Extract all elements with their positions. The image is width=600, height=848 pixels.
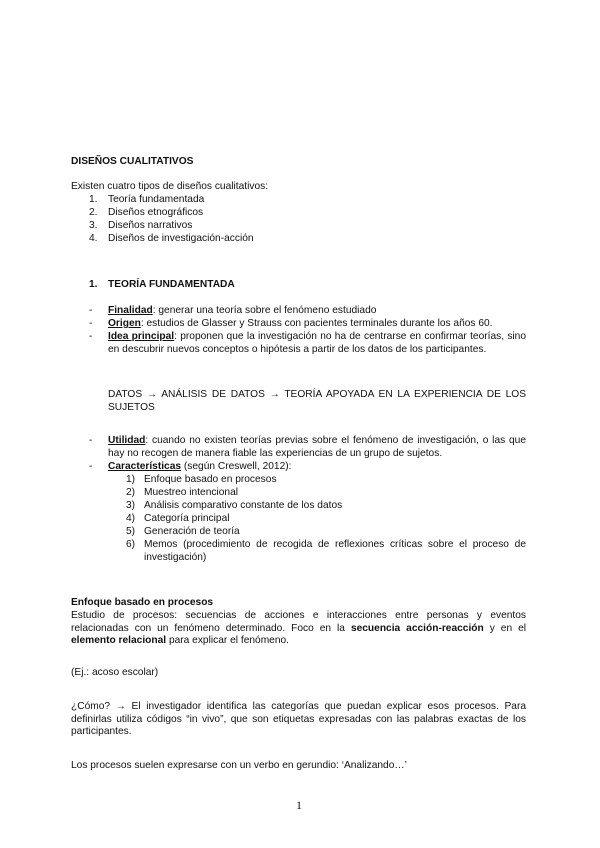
- bullet-label: Origen: [108, 318, 141, 329]
- list-number: 5): [126, 526, 136, 537]
- bullet-idea: [108, 331, 526, 356]
- bullet-label: Características: [108, 461, 182, 472]
- list-text: Diseños de investigación-acción: [108, 233, 254, 244]
- list-number: 3.: [89, 220, 98, 231]
- page-title: DISEÑOS CUALITATIVOS: [71, 156, 194, 167]
- list-number: 4.: [89, 233, 98, 244]
- subsection-heading: Enfoque basado en procesos: [71, 597, 214, 608]
- list-number: 4): [126, 513, 136, 524]
- list-item: [89, 207, 204, 219]
- bullet-text: : estudios de Glasser y Strauss con pacientes terminales durante los años 60.: [140, 318, 493, 329]
- page-number: 1: [296, 798, 302, 812]
- bullet-utilidad: [108, 435, 526, 460]
- list-item: [126, 500, 343, 512]
- list-text: Enfoque basado en procesos: [144, 474, 277, 485]
- list-text: Diseños narrativos: [108, 220, 193, 231]
- list-text: Análisis comparativo constante de los datos: [144, 500, 343, 511]
- bullet-dash: -: [89, 305, 93, 316]
- flow-diagram-text: DATOS → ANÁLISIS DE DATOS → TEORÍA APOYADA EN LA EXPERIENCIA DE LOS SUJETOS: [108, 389, 526, 413]
- bullet-origen: [108, 318, 493, 330]
- section-heading: [89, 279, 235, 291]
- bullet-dash: -: [89, 461, 93, 472]
- bullet-text: : proponen que la investigación no ha de centrarse en confirmar teorías, sino en descubrir nuevos conceptos o hipótesis a partir de los datos de los participantes.: [108, 331, 527, 355]
- list-item: [126, 487, 239, 499]
- bullet-text: : cuando no existen teorías previas sobre el fenómeno de investigación, o las que hay no recogen de manera fiable las experiencias de un grupo de sujetos.: [108, 435, 526, 459]
- paragraph-emphasis: secuencia acción-reacción: [350, 622, 484, 634]
- bullet-text: : generar una teoría sobre el fenómeno estudiado: [152, 305, 377, 316]
- bullet-dash: -: [89, 435, 93, 446]
- list-number: 1.: [89, 194, 98, 205]
- list-text: Categoría principal: [144, 513, 230, 524]
- list-number: 1): [126, 474, 136, 485]
- list-text: Generación de teoría: [144, 526, 240, 537]
- bullet-label: Idea principal: [108, 331, 175, 342]
- list-item: [126, 474, 277, 486]
- list-item: [89, 220, 193, 232]
- list-item: [89, 233, 254, 245]
- enfoque-paragraph: [71, 610, 526, 648]
- list-item: [126, 539, 526, 563]
- list-number: 2): [126, 487, 136, 498]
- como-paragraph: ¿Cómo? → El investigador identifica las categorías que puedan explicar esos procesos. Para definirlas utiliza códigos “in vivo”, que son etiquetas expresadas con las palabras exactas de los participantes.: [71, 701, 526, 737]
- paragraph-text: Estudio de procesos: secuencias de acciones e interacciones entre personas y eventos relacionadas con un fenómeno determinado. Foco en la: [71, 610, 526, 634]
- list-text: Diseños etnográficos: [108, 207, 204, 218]
- section-title: TEORÍA FUNDAMENTADA: [108, 279, 235, 290]
- section-number: 1.: [89, 279, 98, 290]
- gerund-text: Los procesos suelen expresarse con un verbo en gerundio: ‘Analizando…’: [71, 760, 407, 771]
- intro-text: Existen cuatro tipos de diseños cualitativos:: [71, 181, 269, 192]
- example-text: (Ej.: acoso escolar): [71, 667, 159, 678]
- bullet-finalidad: [108, 305, 376, 317]
- bullet-label: Utilidad: [108, 435, 146, 446]
- paragraph-text: y en el: [483, 622, 526, 634]
- list-item: [126, 526, 240, 538]
- list-item: [126, 513, 230, 525]
- paragraph-text: para explicar el fenómeno.: [166, 635, 290, 646]
- bullet-caracteristicas: [108, 461, 291, 473]
- bullet-dash: -: [89, 318, 93, 329]
- list-item: [89, 194, 205, 206]
- paragraph-emphasis: elemento relacional: [71, 635, 167, 646]
- list-number: 6): [126, 539, 136, 550]
- list-text: Memos (procedimiento de recogida de reflexiones críticas sobre el proceso de investigación): [144, 539, 526, 563]
- bullet-text: (según Creswell, 2012):: [181, 461, 292, 472]
- bullet-label: Finalidad: [108, 305, 153, 316]
- list-number: 2.: [89, 207, 98, 218]
- list-text: Teoría fundamentada: [108, 194, 205, 205]
- bullet-dash: -: [89, 331, 93, 342]
- list-number: 3): [126, 500, 136, 511]
- list-text: Muestreo intencional: [144, 487, 239, 498]
